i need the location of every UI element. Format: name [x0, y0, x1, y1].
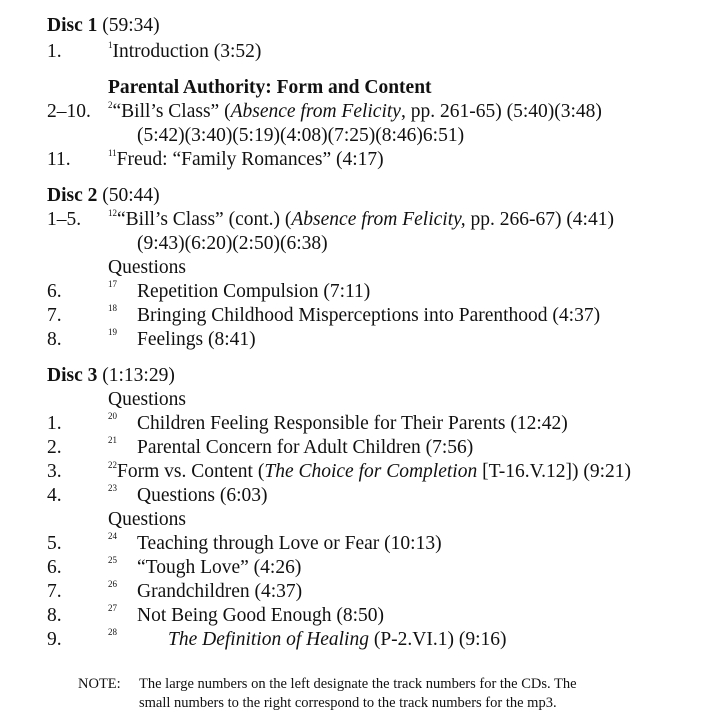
track-row	[0, 208, 720, 232]
track-title-end: pp. 266-67) (4:41)	[465, 209, 614, 230]
questions-heading: Questions	[108, 257, 186, 278]
book-title: The Choice for Completion	[264, 461, 478, 482]
book-title: The Definition of Healing	[168, 629, 369, 650]
cd-track-number: 5.	[47, 533, 62, 554]
track-row	[0, 148, 720, 172]
note-line: The large numbers on the left designate the track numbers for the CDs. The	[139, 676, 577, 692]
mp3-track-number: 28	[108, 627, 117, 637]
track-title: “Tough Love” (4:26)	[137, 557, 302, 578]
mp3-track-number: 2	[108, 100, 113, 110]
cd-track-number: 8.	[47, 329, 62, 350]
book-title: Absence from Felicity	[230, 101, 401, 122]
mp3-track-number: 12	[108, 208, 117, 218]
mp3-track-number: 18	[108, 303, 117, 313]
book-title: Absence from Felicity,	[291, 209, 466, 230]
disc-2-label: Disc 2	[47, 185, 98, 206]
disc-2-header	[0, 184, 720, 208]
track-title: Repetition Compulsion (7:11)	[137, 281, 371, 302]
track-row-continued	[0, 124, 720, 148]
track-title: Feelings (8:41)	[137, 329, 256, 350]
track-title-start: “Bill’s Class” (cont.) (	[117, 209, 292, 230]
mp3-track-number: 17	[108, 279, 117, 289]
mp3-track-number: 25	[108, 555, 117, 565]
track-title: Not Being Good Enough (8:50)	[137, 605, 384, 626]
mp3-track-number: 24	[108, 531, 117, 541]
track-times: (5:42)(3:40)(5:19)(4:08)(7:25)(8:46)6:51)	[137, 125, 465, 146]
track-row	[0, 40, 720, 64]
track-title: Grandchildren (4:37)	[137, 581, 303, 602]
section-heading-row	[0, 76, 720, 100]
questions-heading: Questions	[108, 389, 186, 410]
cd-track-number: 6.	[47, 281, 62, 302]
track-title-start: Form vs. Content (	[117, 461, 265, 482]
disc-2-duration: (50:44)	[102, 185, 160, 206]
cd-track-number: 8.	[47, 605, 62, 626]
cd-track-number: 2.	[47, 437, 62, 458]
track-row	[0, 484, 720, 508]
track-row	[0, 436, 720, 460]
disc-1-duration: (59:34)	[102, 15, 160, 36]
note-label: NOTE:	[78, 676, 121, 692]
disc-1-header	[0, 14, 720, 38]
cd-track-number: 7.	[47, 305, 62, 326]
cd-track-number: 1.	[47, 41, 62, 62]
track-row	[0, 628, 720, 652]
cd-track-number: 11.	[47, 149, 71, 170]
cd-track-number: 6.	[47, 557, 62, 578]
track-row	[0, 100, 720, 124]
mp3-track-number: 19	[108, 327, 117, 337]
disc-3-header	[0, 364, 720, 388]
track-title-end: , pp. 261-65) (5:40)(3:48)	[400, 101, 602, 122]
track-title-end: [T-16.V.12]) (9:21)	[477, 461, 632, 482]
mp3-track-number: 22	[108, 460, 117, 470]
track-title: Introduction (3:52)	[112, 41, 262, 62]
cd-track-number: 4.	[47, 485, 62, 506]
track-row	[0, 328, 720, 352]
cd-track-number: 2–10.	[47, 101, 91, 122]
mp3-track-number: 20	[108, 411, 117, 421]
cd-track-number: 1–5.	[47, 209, 82, 230]
track-title-end: (P-2.VI.1) (9:16)	[368, 629, 507, 650]
cd-track-number: 9.	[47, 629, 62, 650]
track-title: Parental Concern for Adult Children (7:56)	[137, 437, 474, 458]
cd-track-number: 3.	[47, 461, 62, 482]
mp3-track-number: 1	[108, 40, 113, 50]
track-title-start: “Bill’s Class” (	[112, 101, 231, 122]
track-times: (9:43)(6:20)(2:50)(6:38)	[137, 233, 328, 254]
disc-3-label: Disc 3	[47, 365, 98, 386]
track-title: Questions (6:03)	[137, 485, 268, 506]
note-body	[139, 675, 699, 713]
questions-heading: Questions	[108, 509, 186, 530]
section-heading: Parental Authority: Form and Content	[108, 77, 432, 98]
mp3-track-number: 21	[108, 435, 117, 445]
mp3-track-number: 11	[108, 148, 117, 158]
mp3-track-number: 23	[108, 483, 117, 493]
disc-1-label: Disc 1	[47, 15, 98, 36]
track-title: Bringing Childhood Misperceptions into Parenthood (4:37)	[137, 305, 601, 326]
mp3-track-number: 26	[108, 579, 117, 589]
cd-track-number: 1.	[47, 413, 62, 434]
track-title: Children Feeling Responsible for Their Parents (12:42)	[137, 413, 568, 434]
track-title: Freud: “Family Romances” (4:17)	[116, 149, 384, 170]
track-row-continued	[0, 232, 720, 256]
note-line: small numbers to the right correspond to the track numbers for the mp3.	[139, 695, 557, 711]
disc-3-duration: (1:13:29)	[102, 365, 175, 386]
track-title: Teaching through Love or Fear (10:13)	[137, 533, 442, 554]
mp3-track-number: 27	[108, 603, 117, 613]
cd-track-number: 7.	[47, 581, 62, 602]
